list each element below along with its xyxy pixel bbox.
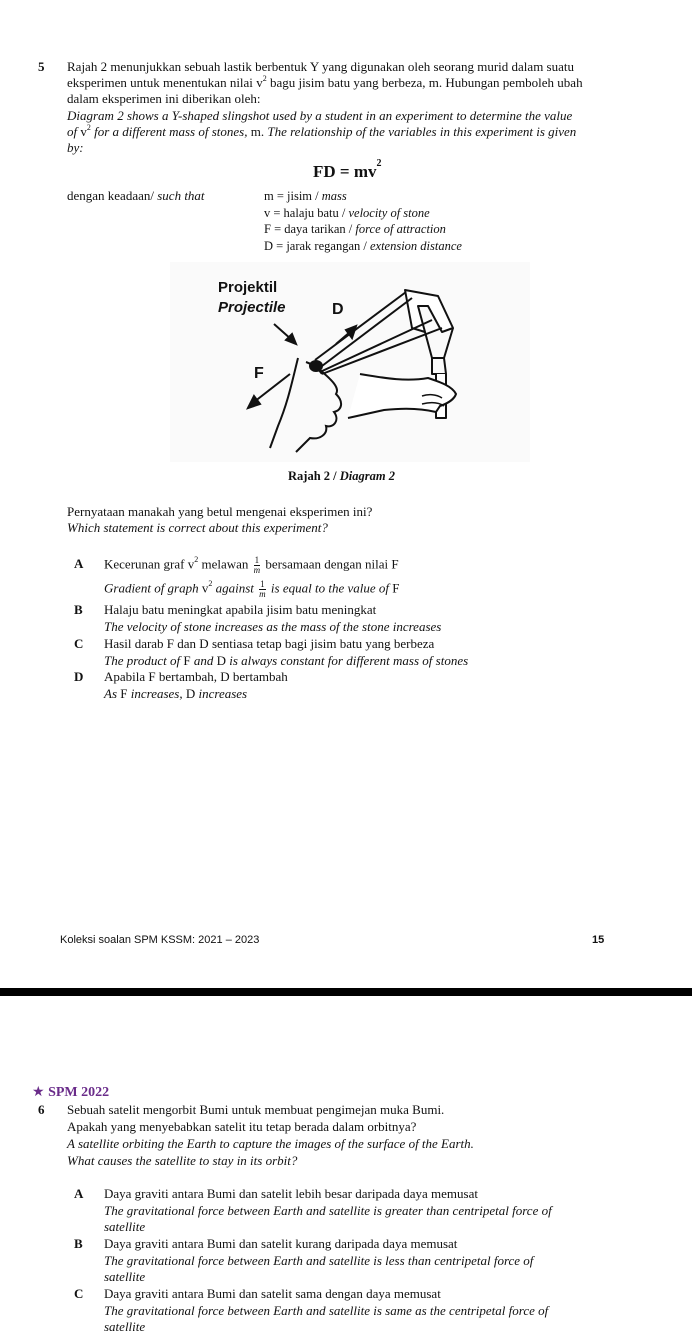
option-d-letter: D <box>74 669 84 684</box>
footer-collection: Koleksi soalan SPM KSSM: 2021 – 2023 <box>60 934 260 946</box>
option-a-ms: Daya graviti antara Bumi dan satelit lebih besar daripada daya memusat <box>104 1186 478 1201</box>
intro-en-line-1: Diagram 2 shows a Y-shaped slingshot used by a student in an experiment to determine the value <box>67 108 573 123</box>
intro-ms-line-1: Rajah 2 menunjukkan sebuah lastik berbentuk Y yang digunakan oleh seorang murid dalam suatu <box>67 59 574 74</box>
option-b-letter: B <box>74 602 83 617</box>
option-b-letter: B <box>74 1236 83 1251</box>
option-b-en-2: satellite <box>104 1269 146 1284</box>
label-projektil: Projektil <box>218 279 278 296</box>
stem-ms-2: Apakah yang menyebabkan satelit itu tetap berada dalam orbitnya? <box>67 1119 417 1134</box>
variable-d: D = jarak regangan / extension distance <box>264 239 462 253</box>
stem-en-1: A satellite orbiting the Earth to capture the images of the surface of the Earth. <box>67 1136 474 1151</box>
option-c-en-1: The gravitational force between Earth and satellite is same as the centripetal force of <box>104 1303 549 1318</box>
such-that: dengan keadaan/ such that <box>67 188 205 203</box>
option-b-en: The velocity of stone increases as the mass of the stone increases <box>104 619 442 634</box>
question-ms: Pernyataan manakah yang betul mengenai eksperimen ini? <box>67 504 373 519</box>
option-b-ms: Halaju batu meningkat apabila jisim batu meningkat <box>104 602 377 617</box>
option-c-letter: C <box>74 1286 84 1301</box>
projectile-stone <box>309 360 323 372</box>
option-c-ms: Hasil darab F dan D sentiasa tetap bagi jisim batu yang berbeza <box>104 636 435 651</box>
intro-ms-line-3: dalam eksperimen ini diberikan oleh: <box>67 91 261 106</box>
stem-en-2: What causes the satellite to stay in its orbit? <box>67 1153 298 1168</box>
stem-ms-1: Sebuah satelit mengorbit Bumi untuk membuat pengimejan muka Bumi. <box>67 1102 445 1117</box>
variable-f: F = daya tarikan / force of attraction <box>264 222 446 236</box>
option-c-ms: Daya graviti antara Bumi dan satelit sama dengan daya memusat <box>104 1286 441 1301</box>
option-d-ms: Apabila F bertambah, D bertambah <box>104 669 288 684</box>
label-d: D <box>332 301 344 318</box>
option-d-en: As F increases, D increases <box>104 686 248 701</box>
spm-tag: ★ SPM 2022 <box>32 1085 110 1100</box>
option-a-en-1: The gravitational force between Earth and satellite is greater than centripetal force of <box>104 1203 552 1218</box>
question-number: 6 <box>38 1102 45 1117</box>
label-projectile: Projectile <box>218 299 286 316</box>
option-a-ms: Kecerunan graf $v^2$ melawan $\frac{1}{m}$ bersamaan dengan nilai F <box>104 555 399 575</box>
slingshot-diagram <box>170 262 530 462</box>
label-f: F <box>254 365 264 382</box>
page-divider <box>0 988 692 996</box>
option-a-en: Gradient of graph $v^2$ against $\frac{1}{m}$ is equal to the value of F <box>104 579 400 599</box>
intro-ms-line-2: eksperimen untuk menentukan nilai $v^2$ bagu jisim batu yang berbeza, m. Hubungan pemboleh ubah <box>67 73 583 90</box>
fraction-1-over-m: $\frac{1}{m}$ <box>253 555 261 575</box>
option-b-en-1: The gravitational force between Earth and satellite is less than centripetal force of <box>104 1253 534 1268</box>
question-en: Which statement is correct about this experiment? <box>67 520 328 535</box>
diagram-caption: Rajah 2 / Diagram 2 <box>288 469 395 483</box>
option-a-letter: A <box>74 556 84 571</box>
star-icon: ★ <box>32 1085 45 1100</box>
fraction-1-over-m-en: $\frac{1}{m}$ <box>259 579 266 599</box>
page-number: 15 <box>592 934 605 946</box>
option-b-ms: Daya graviti antara Bumi dan satelit kurang daripada daya memusat <box>104 1236 458 1251</box>
option-c-en: The product of F and D is always constant for different mass of stones <box>104 653 469 668</box>
option-a-en-2: satellite <box>104 1219 146 1234</box>
variable-m: m = jisim / mass <box>264 189 347 203</box>
intro-en-line-2: of $v^2$ for a different mass of stones, m. The relationship of the variables in this experiment is given <box>67 122 577 139</box>
option-a-letter: A <box>74 1186 84 1201</box>
option-c-letter: C <box>74 636 84 651</box>
option-c-en-2: satellite <box>104 1319 146 1334</box>
variable-v: v = halaju batu / velocity of stone <box>264 206 430 220</box>
formula: FD = $mv^2$ <box>313 158 382 181</box>
question-number: 5 <box>38 59 45 74</box>
intro-en-line-3: by: <box>67 140 84 155</box>
